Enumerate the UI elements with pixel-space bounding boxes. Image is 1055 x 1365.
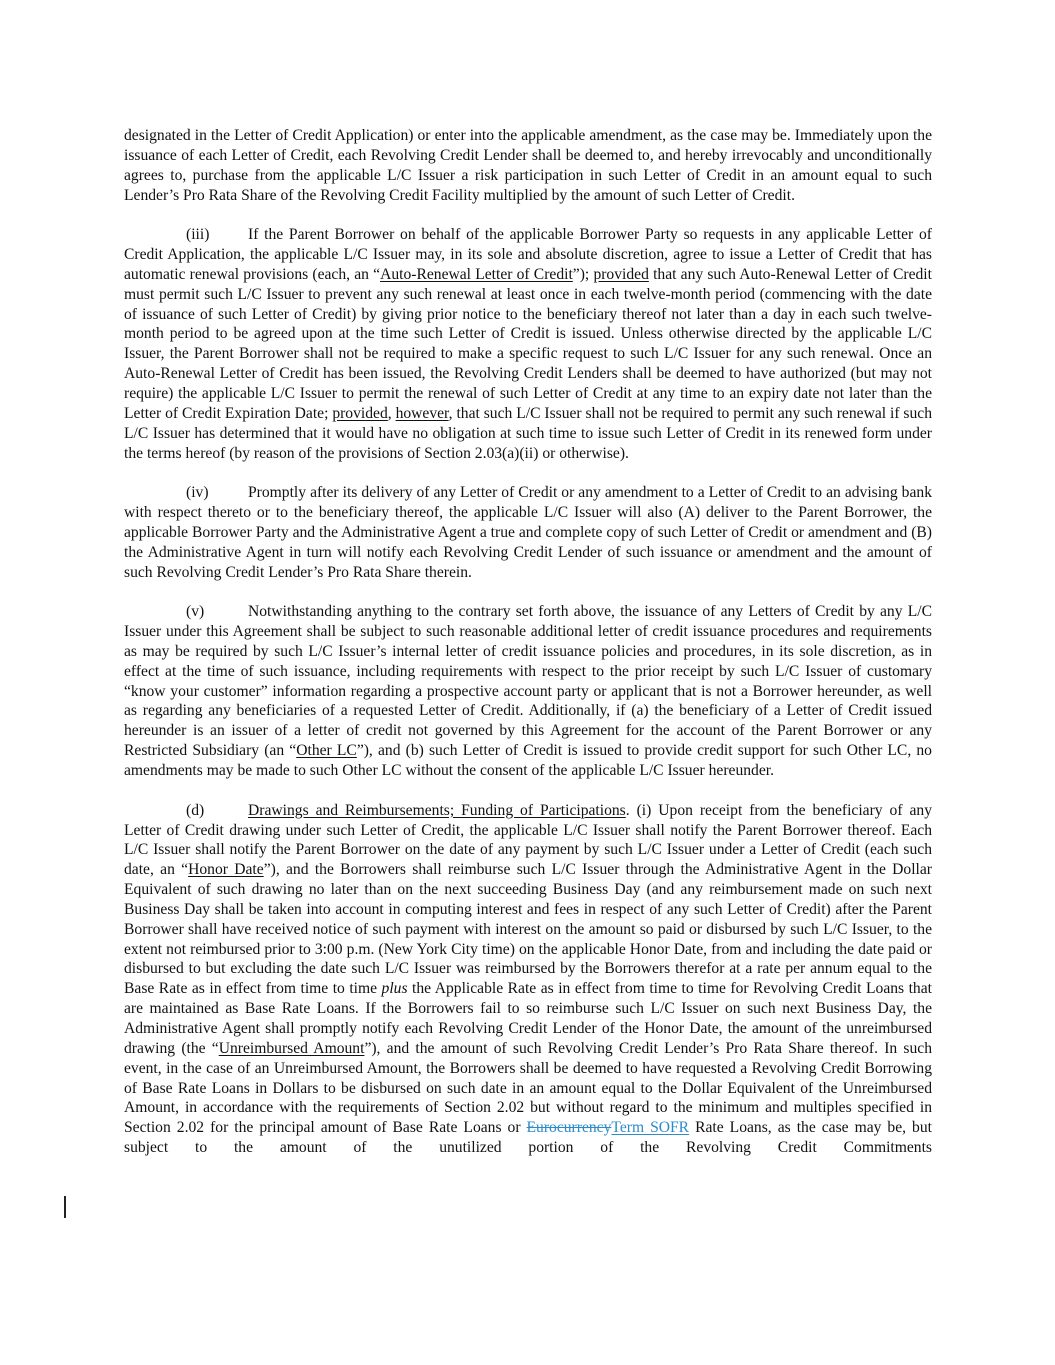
paragraph-continuation [124, 126, 932, 205]
defined-term-auto-renewal: Auto-Renewal Letter of Credit [380, 265, 573, 283]
proviso-however: however [395, 404, 449, 422]
clause-number: (iii) [186, 226, 210, 244]
paragraph-text: ”), and the Borrowers shall reimburse such L/C Issuer through the Administrative Agent in the Dollar Equivalent of such drawing no later than on the next succeeding Business Day (and any reimbursement made on such next Business Day shall be taken into account in computing interest and fees in respect of any such Letter of Credit) after the Parent Borrower shall have received notice of such payment with interest on the amount so paid or disbursed by such L/C Issuer, to the extent not reimbursed prior to 3:00 p.m. (New York City time) on the applicable Honor Date, from and including the date paid or disbursed to but excluding the date such L/C Issuer was reimbursed by the Borrowers therefor at a rate per annum equal to the Base Rate as in effect from time to time [124, 861, 932, 998]
defined-term-other-lc: Other LC [296, 742, 357, 760]
paragraph-text: , that such L/C Issuer shall not be required to permit any such renewal if such L/C Issuer has determined that it would have no obligation at such time to issue such Letter of Credit in its renewed form under the terms hereof (by reason of the provisions of Section 2.03(a)(ii) or otherwise). [124, 404, 933, 462]
document-page [124, 126, 932, 1158]
proviso-provided: provided [332, 404, 388, 422]
paragraph-iv [124, 483, 932, 582]
revision-change-bar [64, 1196, 66, 1218]
proviso-provided: provided [593, 265, 649, 283]
paragraph-text: that any such Auto-Renewal Letter of Credit must permit such L/C Issuer to prevent any such renewal at least once in each twelve-month period (commencing with the date of issuance of such Letter of Credit) by giving prior notice to the beneficiary thereof not later than a day in each such twelve-month period to be agreed upon at the time such Letter of Credit is issued. Unless otherwise directed by the applicable L/C Issuer, the Parent Borrower shall not be required to make a specific request to such L/C Issuer for any such renewal. Once an Auto-Renewal Letter of Credit has been issued, the Revolving Credit Lenders shall be deemed to have authorized (but may not require) the applicable L/C Issuer to permit the renewal of such Letter of Credit at any time to an expiry date not later than the Letter of Credit Expiration Date; [124, 265, 932, 422]
clause-number: (iv) [186, 484, 209, 502]
paragraph-text: the Applicable Rate as in effect from time to time for Revolving Credit Loans that are maintained as Base Rate Loans. If the Borrowers fail to so reimburse such L/C Issuer on such next Business Day, the Administrative Agent shall promptly notify each Revolving Credit Lender of the Honor Date, the amount of the unreimbursed drawing (the “ [124, 980, 932, 1057]
paragraph-text: Notwithstanding anything to the contrary set forth above, the issuance of any Letters of Credit by any L/C Issuer under this Agreement shall be subject to such reasonable additional letter of credit issuance procedures and requirements as may be required by such L/C Issuer’s internal letter of credit issuance policies and procedures, in its sole discretion, as in effect at the time of such issuance, including requirements with respect to the prior receipt by such L/C Issuer of customary “know your customer” information regarding a prospective account party or applicant that is not a Borrower hereunder, as well as regarding any beneficiaries of a requested Letter of Credit. Additionally, if (a) the beneficiary of a Letter of Credit issued hereunder is an issuer of a letter of credit not governed by this Agreement for the account of the Parent Borrower or any Restricted Subsidiary (an “ [124, 603, 932, 760]
section-heading: Drawings and Reimbursements; Funding of Participations [248, 801, 626, 819]
paragraph-text: Promptly after its delivery of any Letter of Credit or any amendment to a Letter of Credit to an advising bank with respect thereto or to the beneficiary thereof, the applicable L/C Issuer will also (A) deliver to the Parent Borrower, the applicable Borrower Party and the Administrative Agent a true and complete copy of such Letter of Credit or amendment and (B) the Administrative Agent in turn will notify each Revolving Credit Lender of such issuance or amendment and the amount of such Revolving Credit Lender’s Pro Rata Share therein. [124, 484, 932, 581]
paragraph-text: , [387, 404, 396, 422]
paragraph-d [124, 801, 932, 1158]
paragraph-v [124, 602, 932, 781]
tracked-deletion: Eurocurrency [526, 1119, 612, 1137]
defined-term-unreimbursed-amount: Unreimbursed Amount [218, 1039, 365, 1057]
paragraph-text: . (i) Upon receipt from the beneficiary of any Letter of Credit drawing under such Letter of Credit, the applicable L/C Issuer shall notify the Parent Borrower thereof. Each L/C Issuer shall notify the Parent Borrower on the date of any payment by such L/C Issuer under a Letter of Credit (each such date, an “ [124, 801, 932, 879]
clause-number: (v) [186, 603, 205, 621]
paragraph-text: designated in the Letter of Credit Application) or enter into the applicable amendment, as the case may be. Immediately upon the issuance of each Letter of Credit, each Revolving Credit Lender shall be deemed to, and hereby irrevocably and unconditionally agrees to, purchase from the applicable L/C Issuer a risk participation in such Letter of Credit in an amount equal to such Lender’s Pro Rata Share of the Revolving Credit Facility multiplied by the amount of such Letter of Credit. [124, 127, 932, 204]
paragraph-text: ”), and the amount of such Revolving Credit Lender’s Pro Rata Share thereof. In such event, in the case of an Unreimbursed Amount, the Borrowers shall be deemed to have requested a Revolving Credit Borrowing of Base Rate Loans in Dollars to be disbursed on such date in an amount equal to the Dollar Equivalent of the Unreimbursed Amount, in accordance with the requirements of Section 2.02 but without regard to the minimum and multiples specified in Section 2.02 for the principal amount of Base Rate Loans or [124, 1039, 933, 1137]
emphasis-plus: plus [381, 980, 408, 998]
paragraph-text: ”); [572, 265, 594, 283]
defined-term-honor-date: Honor Date [188, 861, 264, 879]
paragraph-iii [124, 225, 932, 463]
paragraph-text: Rate Loans, as the case may be, but subject to the amount of the unutilized portion of the Revolving Credit Commitments [124, 1119, 932, 1157]
clause-number: (d) [186, 801, 205, 819]
paragraph-text: ”), and (b) such Letter of Credit is issued to provide credit support for such Other LC, no amendments may be made to such Other LC without the consent of the applicable L/C Issuer hereunder. [124, 742, 932, 779]
tracked-insertion: Term SOFR [611, 1119, 690, 1137]
paragraph-text: If the Parent Borrower on behalf of the applicable Borrower Party so requests in any applicable Letter of Credit Application, the applicable L/C Issuer may, in its sole and absolute discretion, agree to issue a Letter of Credit that has automatic renewal provisions (each, an “ [124, 226, 932, 283]
